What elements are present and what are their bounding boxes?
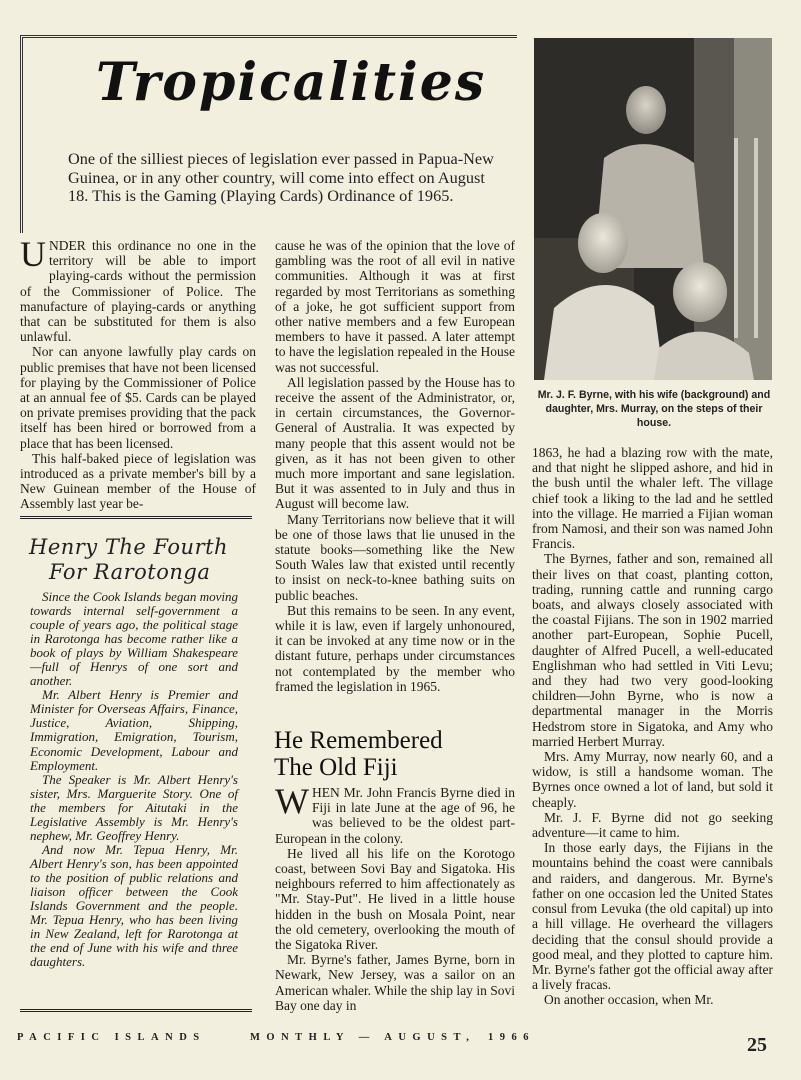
family-photo (534, 38, 772, 380)
henry-paragraph-4: And now Mr. Tepua Henry, Mr. Albert Henry's son, has been appointed to the position of public relations and liaison officer between the Cook Islands Government and the people. Mr. Tepua Henry, who has been living in New Zealand, left for Rarotonga at the end of June with his wife and three daughters. (30, 841, 238, 970)
page-number: 25 (747, 1034, 767, 1056)
gaming-paragraph-3: This half-baked piece of legislation was introduced as a private member's bill by a New Guinean member of the House of Assembly last year be- (20, 450, 256, 512)
fiji-heading-line1: He Remembered (274, 727, 443, 754)
gaming-paragraph-4: cause he was of the opinion that the love of gambling was the root of all evil in native communities. Although it was at first regarded by most Territorians as something of a joke, he got sufficient support from other native members and a few European members to have it passed. A later attempt to have the legislation repealed in the House was not successful. (275, 238, 515, 375)
section-divider (20, 516, 252, 519)
footer-issue: MONTHLY — AUGUST, (250, 1032, 476, 1043)
gaming-paragraph-2: Nor can anyone lawfully play cards on public premises that have not been licensed for playing by the Commissioner of Police at an annual fee of $5. Cards can be played on private premises providing that the pack itself has been hired or borrowed from a place that has been licensed. (20, 344, 256, 451)
fiji-heading-line2: The Old Fiji (274, 754, 398, 781)
page-title: Tropicalities (96, 52, 487, 113)
fiji-paragraph-9: On another occasion, when Mr. (544, 992, 714, 1008)
footer-year: 1966 (488, 1032, 535, 1043)
bottom-divider (20, 1009, 252, 1012)
henry-paragraph-1: Since the Cook Islands began moving towards internal self-government a couple of years ago, the political stage in Rarotonga has become rather like a book of plays by William Shakespeare—full of Henrys of one sort and another. (30, 589, 238, 689)
henry-heading-line1: Henry The Fourth (29, 535, 229, 559)
fiji-paragraph-4: 1863, he had a blazing row with the mate, and that night he slipped ashore, and hid in the bush until the whaler left. The village chief took a liking to the lad and he settled into the village. He married a Fijian woman from Namosi, and their son was named John Francis. (532, 445, 773, 552)
fiji-article-col3 (532, 445, 773, 1008)
henry-paragraph-2: Mr. Albert Henry is Premier and Minister for Overseas Affairs, Finance, Justice, Aviation, Shipping, Immigration, Emigration, Tourism, Economic Development, Labour and Employment. (30, 687, 238, 773)
fiji-paragraph-8: In those early days, the Fijians in the mountains behind the coast were cannibals and raiders, and dangerous. Mr. Byrne's father on one occasion led the United States consul from Levuka (the old capital) up into a hill village. He overheard the villagers deciding that the consul should provide a good meal, and they plotted to capture him. Mr. Byrne's father got the official away after a lively fracas. (532, 840, 773, 993)
henry-heading-line2: For Rarotonga (49, 560, 211, 584)
gaming-paragraph-1: UNDER this ordinance no one in the territory will be able to import playing-cards without the permission of the Commissioner of Police. The manufacture of playing-cards or anything that can be substituted for them is also unlawful. (20, 234, 256, 345)
fiji-paragraph-1: WHEN Mr. John Francis Byrne died in Fiji in late June at the age of 96, he was believed to be the oldest part-European in the colony. (275, 781, 515, 846)
photo-caption: Mr. J. F. Byrne, with his wife (background) and daughter, Mrs. Murray, on the steps of their house. (537, 389, 771, 429)
fiji-paragraph-5: The Byrnes, father and son, remained all their lives on that coast, planting cotton, trading, running cattle and running cargo boats, and always closely associated with the coastal Fijians. The son in 1902 married another part-European, Sophie Pucell, daughter of Alfred Pucell, a well-educated Englishman who had settled in Viti Levu; and they had two very good-looking children—John Byrne, who is now a departmental manager in the Morris Hedstrom store in Sigatoka, and Amy who married Herbert Murray. (532, 551, 773, 749)
lead-paragraph: One of the silliest pieces of legislation ever passed in Papua-New Guinea, or in any other country, will come into effect on August 18. This is the Gaming (Playing Cards) Ordinance of 1965. (68, 149, 494, 206)
gaming-article-col2 (275, 238, 515, 694)
gaming-article-col1 (20, 234, 256, 512)
fiji-paragraph-2: He lived all his life on the Korotogo coast, between Sovi Bay and Sigatoka. His neighbours referred to him affectionately as "Mr. Stay-Put". He lived in a little house hidden in the bush on Mosala Point, near the old cemetery, overlooking the mouth of the Sigatoka River. (275, 845, 515, 953)
fiji-paragraph-3: Mr. Byrne's father, James Byrne, born in Newark, New Jersey, was a sailor on an American whaler. While the ship lay in Sovi Bay one day in (275, 952, 515, 1013)
gaming-paragraph-5: All legislation passed by the House has to receive the assent of the Administrator, or, in certain circumstances, the Governor-General of Australia. It was expected by many people that this assent would not be given, as it has not been given to other much more important and sane legislation. But it was assented to in July and thus in August will become law. (275, 374, 515, 512)
dropcap-w: W (275, 781, 309, 821)
gaming-paragraph-7: But this remains to be seen. In any event, while it is law, even if largely unhonoured, it can be invoked at any time now or in the distant future, perhaps under circumstances not contemplated by the member who framed the legislation in 1965. (275, 602, 515, 694)
henry-article-body (30, 590, 238, 969)
photo-image (534, 38, 772, 380)
fiji-paragraph-6: Mrs. Amy Murray, now nearly 60, and a widow, is still a handsome woman. The Byrnes once owned a lot of land, but sold it cheaply. (532, 749, 773, 810)
gaming-paragraph-6: Many Territorians now believe that it will be one of those laws that lie unused in the statute books—something like the New South Wales law that existed until recently to insist on neck-to-knee bathing suits on public beaches. (275, 511, 515, 603)
fiji-article-col2 (275, 781, 515, 1013)
footer-publication-name: PACIFIC ISLANDS (17, 1032, 206, 1043)
henry-paragraph-3: The Speaker is Mr. Albert Henry's sister, Mrs. Marguerite Story. One of the members for Aitutaki in the Legislative Assembly is Mr. Henry's nephew, Mr. Geoffrey Henry. (30, 771, 238, 843)
fiji-paragraph-7: Mr. J. F. Byrne did not go seeking adventure—it came to him. (532, 809, 773, 841)
dropcap-u: U (20, 234, 46, 274)
